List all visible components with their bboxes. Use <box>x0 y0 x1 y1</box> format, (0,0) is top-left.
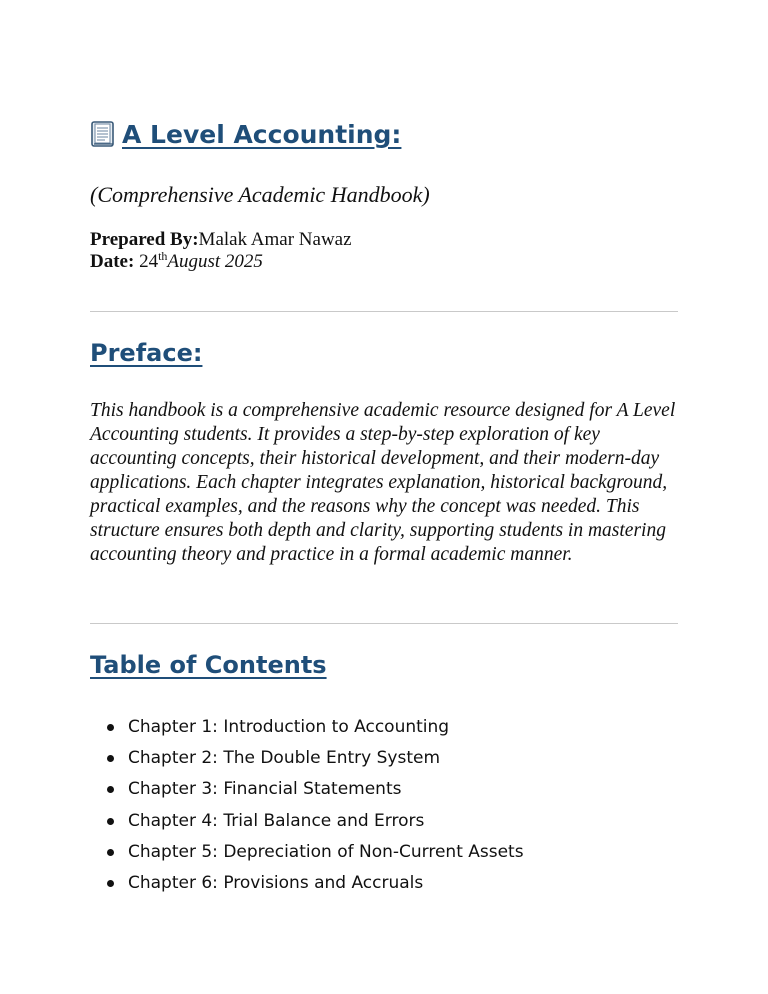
date-rest: August 2025 <box>167 251 263 272</box>
document-subtitle: (Comprehensive Academic Handbook) <box>90 182 430 207</box>
bullet-icon <box>107 786 114 793</box>
bullet-icon <box>107 880 114 887</box>
toc-item <box>90 774 524 805</box>
prepared-by-value: Malak Amar Nawaz <box>198 229 352 250</box>
bullet-icon <box>107 818 114 825</box>
toc-item-label: Chapter 6: Provisions and Accruals <box>128 872 424 893</box>
bullet-icon <box>107 849 114 856</box>
toc-item <box>90 837 524 868</box>
date-suffix: th <box>158 249 168 263</box>
preface-heading: Preface: <box>90 339 203 367</box>
prepared-by-line <box>90 228 352 252</box>
toc-item-label: Chapter 3: Financial Statements <box>128 779 402 800</box>
toc-item <box>90 868 524 899</box>
toc-item-label: Chapter 4: Trial Balance and Errors <box>128 810 425 831</box>
toc-heading: Table of Contents <box>90 651 327 679</box>
prepared-by-label: Prepared By: <box>90 229 199 250</box>
toc-item-label: Chapter 5: Depreciation of Non-Current Assets <box>128 841 524 862</box>
document-title <box>90 118 401 152</box>
date-day: 24 <box>139 251 159 272</box>
book-icon <box>90 120 116 148</box>
toc-list <box>90 712 524 899</box>
preface-text: This handbook is a comprehensive academic resource designed for A Level Accounting students. It provides a step-by-step exploration of key accounting concepts, their historical development, and their modern-day applications. Each chapter integrates explanation, historical background, practical examples, and the reasons why the concept was needed. This structure ensures both depth and clarity, supporting students in mastering accounting theory and practice in a formal academic manner. <box>90 400 676 565</box>
horizontal-divider <box>90 311 678 312</box>
toc-item <box>90 743 524 774</box>
toc-item <box>90 712 524 743</box>
toc-item-label: Chapter 1: Introduction to Accounting <box>128 717 450 737</box>
date-line <box>90 250 263 274</box>
bullet-icon <box>107 724 114 731</box>
toc-item-label: Chapter 2: The Double Entry System <box>128 748 441 769</box>
toc-item <box>90 806 524 837</box>
document-title-text: A Level Accounting: <box>122 120 402 149</box>
date-label: Date: <box>90 251 135 272</box>
bullet-icon <box>107 755 114 762</box>
horizontal-divider <box>90 623 678 624</box>
